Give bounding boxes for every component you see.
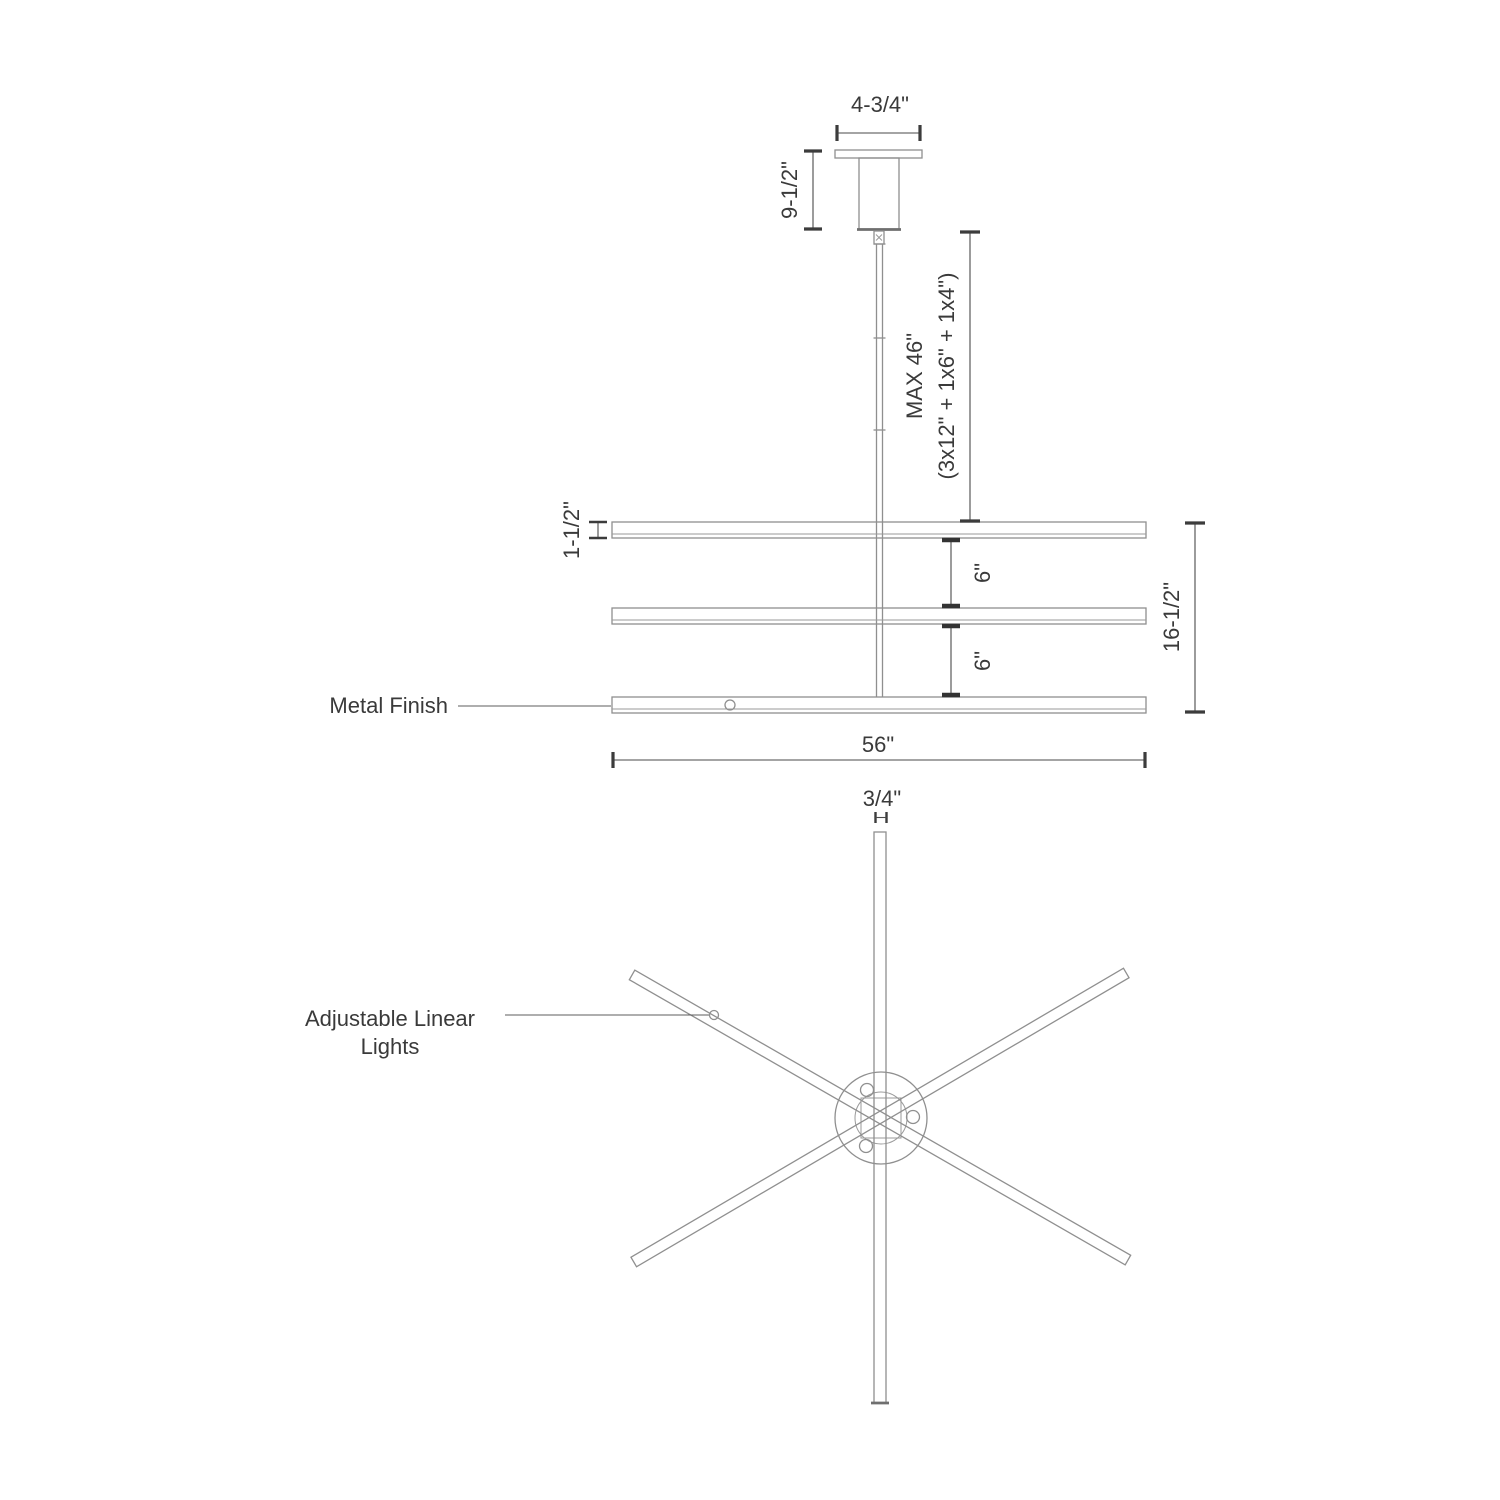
dim-plan-bar-width: [863, 786, 901, 823]
adjustable-lights-label-line1: Adjustable Linear: [304, 1006, 476, 1031]
light-bar-middle: [612, 608, 1146, 624]
hub-hole-right: [907, 1111, 920, 1124]
dim-bar-length: [613, 732, 1145, 768]
canopy-body: [859, 158, 899, 229]
metal-finish-callout: [329, 693, 611, 718]
hub-hole-bottom: [860, 1140, 873, 1153]
dim-bar-thickness: [559, 501, 607, 559]
plan-diagonal-bar-b: [631, 968, 1129, 1266]
canopy-hub-circle: [835, 1072, 927, 1164]
metal-finish-label: Metal Finish: [329, 693, 448, 718]
dim-plan-bar-width-label: 3/4": [862, 786, 902, 811]
plan-center-bar: [871, 832, 889, 1403]
dim-rod-max: [902, 232, 980, 521]
dim-canopy-height: [777, 151, 822, 229]
dim-canopy-width: [837, 92, 920, 141]
dim-rod-max-label: MAX 46": [902, 332, 927, 420]
hang-straight-swivel: [874, 231, 884, 244]
light-bar-bottom: [612, 697, 1146, 713]
dim-gap-upper-label: 6": [970, 562, 995, 584]
dim-stack-height-label: 16-1/2": [1159, 581, 1184, 653]
downrod: [874, 244, 886, 697]
dim-stack-height: [1159, 523, 1205, 712]
canopy-hub: [835, 1072, 927, 1164]
dim-canopy-width-label: 4-3/4": [851, 92, 909, 117]
adjustable-lights-label-line2: Lights: [360, 1034, 420, 1059]
hub-hole-top: [861, 1084, 874, 1097]
light-bar-top: [612, 522, 1146, 538]
plan-view: [305, 786, 1131, 1403]
canopy-plate: [835, 150, 922, 158]
dim-canopy-height-label: 9-1/2": [777, 161, 802, 219]
dim-rod-breakdown-label: (3x12" + 1x6" + 1x4"): [934, 272, 959, 480]
dim-gap-upper: [942, 540, 995, 606]
adjustable-lights-callout: [305, 1006, 719, 1059]
dim-bar-length-label: 56": [861, 732, 895, 757]
dim-bar-thickness-label: 1-1/2": [559, 501, 584, 559]
dim-gap-lower-label: 6": [970, 650, 995, 672]
dim-gap-lower: [942, 626, 995, 695]
side-view: [329, 92, 1205, 768]
plan-diagonal-bar-a: [629, 970, 1130, 1265]
